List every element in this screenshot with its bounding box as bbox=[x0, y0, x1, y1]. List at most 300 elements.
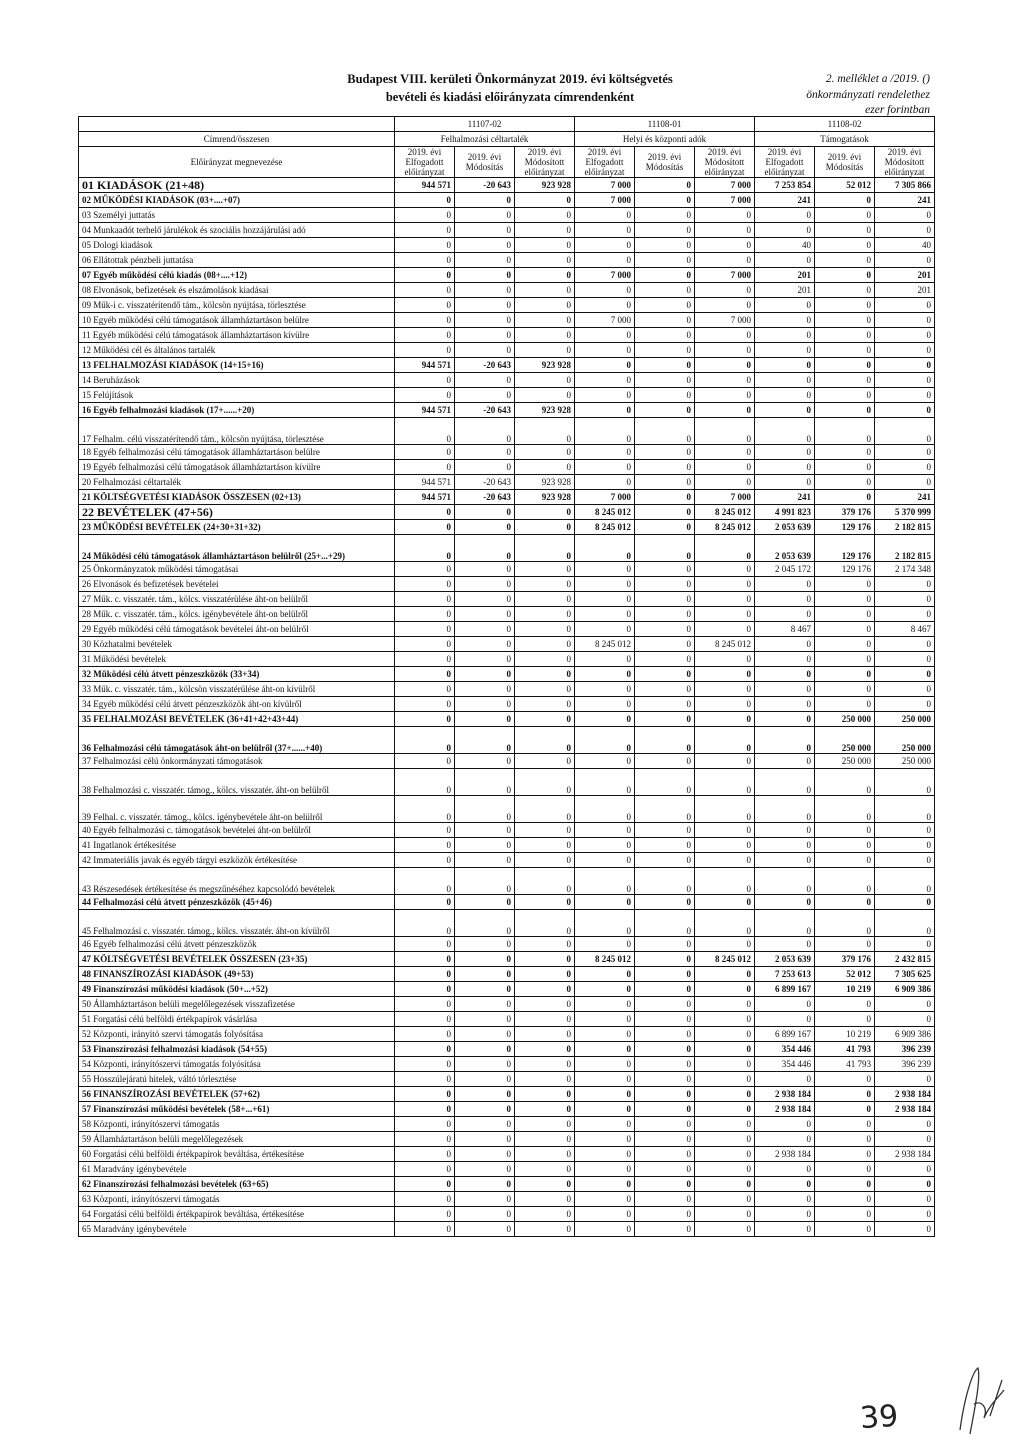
value-cell: 0 bbox=[755, 997, 815, 1012]
value-cell: 0 bbox=[395, 562, 455, 577]
value-cell: 0 bbox=[455, 460, 515, 475]
value-cell: 0 bbox=[815, 475, 875, 490]
value-cell: 0 bbox=[635, 535, 695, 562]
value-cell: 0 bbox=[515, 853, 575, 868]
row-label: 24 Működési célú támogatások államháztartáson belülről (25+...+29) bbox=[79, 535, 395, 562]
table-row bbox=[79, 592, 935, 607]
value-cell: 0 bbox=[515, 652, 575, 667]
value-cell: 7 253 854 bbox=[755, 178, 815, 193]
value-cell: 0 bbox=[575, 1087, 635, 1102]
value-cell: 8 245 012 bbox=[575, 952, 635, 967]
value-cell: 0 bbox=[455, 727, 515, 754]
value-cell: 7 253 613 bbox=[755, 967, 815, 982]
value-cell: 0 bbox=[395, 505, 455, 520]
value-cell: 0 bbox=[455, 607, 515, 622]
value-cell: 0 bbox=[755, 1162, 815, 1177]
value-cell: 201 bbox=[875, 283, 935, 298]
value-cell: 0 bbox=[875, 1192, 935, 1207]
value-cell: 0 bbox=[395, 1087, 455, 1102]
column-header bbox=[875, 147, 935, 178]
value-cell: 0 bbox=[695, 652, 755, 667]
value-cell: 0 bbox=[635, 697, 695, 712]
code-row-spacer bbox=[79, 117, 395, 132]
value-cell: 0 bbox=[815, 1102, 875, 1117]
value-cell: 0 bbox=[755, 223, 815, 238]
value-cell: 0 bbox=[395, 1072, 455, 1087]
value-cell: 0 bbox=[695, 562, 755, 577]
value-cell: 0 bbox=[455, 622, 515, 637]
value-cell: 0 bbox=[455, 769, 515, 796]
table-row bbox=[79, 1192, 935, 1207]
value-cell: 5 370 999 bbox=[875, 505, 935, 520]
value-cell: 0 bbox=[575, 622, 635, 637]
table-row bbox=[79, 505, 935, 520]
value-cell: 0 bbox=[515, 208, 575, 223]
value-cell: 923 928 bbox=[515, 178, 575, 193]
value-cell: 0 bbox=[395, 238, 455, 253]
row-label: 08 Elvonások, befizetések és elszámolások kiadásai bbox=[79, 283, 395, 298]
value-cell: -20 643 bbox=[455, 490, 515, 505]
table-row bbox=[79, 796, 935, 823]
group-row bbox=[79, 132, 935, 147]
value-cell: 0 bbox=[395, 1147, 455, 1162]
document-title bbox=[330, 70, 690, 106]
value-cell: 0 bbox=[875, 697, 935, 712]
value-cell: 0 bbox=[815, 373, 875, 388]
value-cell: 0 bbox=[575, 823, 635, 838]
value-cell: 8 245 012 bbox=[695, 520, 755, 535]
value-cell: 0 bbox=[575, 460, 635, 475]
value-cell: 0 bbox=[755, 853, 815, 868]
value-cell: 2 938 184 bbox=[875, 1102, 935, 1117]
value-cell: 0 bbox=[515, 727, 575, 754]
table-row bbox=[79, 223, 935, 238]
value-cell: 0 bbox=[575, 388, 635, 403]
value-cell: 0 bbox=[695, 358, 755, 373]
value-cell: 129 176 bbox=[815, 562, 875, 577]
value-cell: 0 bbox=[395, 727, 455, 754]
value-cell: 0 bbox=[515, 193, 575, 208]
value-cell: 0 bbox=[515, 343, 575, 358]
value-cell: 0 bbox=[395, 622, 455, 637]
page-number: 39 bbox=[858, 1398, 900, 1437]
value-cell: 0 bbox=[575, 652, 635, 667]
row-label: 15 Felújítások bbox=[79, 388, 395, 403]
value-cell: 0 bbox=[695, 754, 755, 769]
column-header-line: előirányzat bbox=[764, 167, 805, 177]
value-cell: 8 467 bbox=[755, 622, 815, 637]
budget-table bbox=[78, 116, 935, 1237]
value-cell: 0 bbox=[875, 475, 935, 490]
annex-note-line-3: ezer forintban bbox=[865, 104, 930, 116]
value-cell: 0 bbox=[575, 358, 635, 373]
value-cell: 0 bbox=[515, 997, 575, 1012]
value-cell: 0 bbox=[875, 1132, 935, 1147]
table-row bbox=[79, 853, 935, 868]
value-cell: 0 bbox=[755, 328, 815, 343]
value-cell: 0 bbox=[395, 712, 455, 727]
value-cell: 0 bbox=[575, 475, 635, 490]
value-cell: 0 bbox=[815, 328, 875, 343]
value-cell: 0 bbox=[455, 1072, 515, 1087]
value-cell: 0 bbox=[515, 535, 575, 562]
value-cell: 41 793 bbox=[815, 1057, 875, 1072]
row-label: 62 Finanszírozási felhalmozási bevételek (63+65) bbox=[79, 1177, 395, 1192]
value-cell: 0 bbox=[695, 373, 755, 388]
row-label: 31 Működési bevételek bbox=[79, 652, 395, 667]
value-cell: 8 245 012 bbox=[695, 505, 755, 520]
value-cell: 0 bbox=[755, 1207, 815, 1222]
value-cell: 0 bbox=[455, 445, 515, 460]
value-cell: 0 bbox=[635, 997, 695, 1012]
value-cell: 0 bbox=[755, 592, 815, 607]
value-cell: 0 bbox=[695, 475, 755, 490]
value-cell: 0 bbox=[755, 475, 815, 490]
value-cell: 0 bbox=[575, 697, 635, 712]
value-cell: 0 bbox=[635, 358, 695, 373]
value-cell: 0 bbox=[635, 607, 695, 622]
value-cell: 0 bbox=[575, 1102, 635, 1117]
value-cell: 0 bbox=[695, 1042, 755, 1057]
value-cell: 0 bbox=[515, 520, 575, 535]
value-cell: 0 bbox=[575, 910, 635, 937]
value-cell: 0 bbox=[515, 238, 575, 253]
value-cell: 0 bbox=[875, 637, 935, 652]
value-cell: 0 bbox=[875, 223, 935, 238]
value-cell: 0 bbox=[695, 796, 755, 823]
row-label: 55 Hosszúlejáratú hitelek, váltó törlesztése bbox=[79, 1072, 395, 1087]
column-header-line: Elfogadott bbox=[585, 157, 624, 167]
value-cell: 0 bbox=[515, 388, 575, 403]
value-cell: 0 bbox=[515, 796, 575, 823]
value-cell: 0 bbox=[455, 982, 515, 997]
value-cell: 0 bbox=[395, 253, 455, 268]
table-row bbox=[79, 910, 935, 937]
value-cell: 0 bbox=[875, 1222, 935, 1237]
value-cell: 0 bbox=[395, 1027, 455, 1042]
value-cell: 0 bbox=[695, 622, 755, 637]
value-cell: 0 bbox=[695, 868, 755, 895]
value-cell: 0 bbox=[395, 223, 455, 238]
value-cell: 0 bbox=[635, 1012, 695, 1027]
value-cell: 0 bbox=[695, 1222, 755, 1237]
value-cell: 0 bbox=[515, 592, 575, 607]
value-cell: 0 bbox=[755, 298, 815, 313]
value-cell: 0 bbox=[455, 697, 515, 712]
value-cell: 0 bbox=[635, 328, 695, 343]
value-cell: 0 bbox=[695, 1177, 755, 1192]
value-cell: 0 bbox=[575, 982, 635, 997]
value-cell: 0 bbox=[395, 445, 455, 460]
row-label: 43 Részesedések értékesítése és megszűnéséhez kapcsolódó bevételek bbox=[79, 868, 395, 895]
value-cell: 0 bbox=[635, 238, 695, 253]
value-cell: 0 bbox=[455, 283, 515, 298]
value-cell: 0 bbox=[395, 418, 455, 445]
table-row bbox=[79, 268, 935, 283]
value-cell: 0 bbox=[395, 1162, 455, 1177]
value-cell: 0 bbox=[455, 1162, 515, 1177]
value-cell: 0 bbox=[695, 982, 755, 997]
value-cell: 0 bbox=[635, 1132, 695, 1147]
value-cell: 379 176 bbox=[815, 505, 875, 520]
value-cell: 6 909 386 bbox=[875, 982, 935, 997]
column-header-line: 2019. évi bbox=[407, 147, 442, 157]
value-cell: 0 bbox=[695, 535, 755, 562]
value-cell: 0 bbox=[515, 910, 575, 937]
value-cell: 0 bbox=[875, 682, 935, 697]
value-cell: 0 bbox=[515, 505, 575, 520]
value-cell: 6 899 167 bbox=[755, 982, 815, 997]
value-cell: 0 bbox=[515, 418, 575, 445]
value-cell: 129 176 bbox=[815, 520, 875, 535]
value-cell: 0 bbox=[455, 388, 515, 403]
value-cell: 0 bbox=[755, 682, 815, 697]
value-cell: 0 bbox=[815, 1087, 875, 1102]
value-cell: 0 bbox=[815, 388, 875, 403]
table-row bbox=[79, 445, 935, 460]
row-label: 37 Felhalmozási célú önkormányzati támogatások bbox=[79, 754, 395, 769]
value-cell: 0 bbox=[755, 577, 815, 592]
value-cell: 0 bbox=[515, 223, 575, 238]
table-row bbox=[79, 178, 935, 193]
table-row bbox=[79, 343, 935, 358]
value-cell: 0 bbox=[815, 637, 875, 652]
table-row bbox=[79, 622, 935, 637]
value-cell: 354 446 bbox=[755, 1042, 815, 1057]
value-cell: 0 bbox=[455, 208, 515, 223]
value-cell: 0 bbox=[815, 652, 875, 667]
table-row bbox=[79, 1042, 935, 1057]
table-row bbox=[79, 697, 935, 712]
table-row bbox=[79, 1057, 935, 1072]
value-cell: 0 bbox=[395, 373, 455, 388]
value-cell: 0 bbox=[815, 208, 875, 223]
value-cell: 0 bbox=[455, 238, 515, 253]
value-cell: 0 bbox=[395, 193, 455, 208]
row-label: 19 Egyéb felhalmozási célú támogatások államháztartáson kívülre bbox=[79, 460, 395, 475]
value-cell: 0 bbox=[695, 238, 755, 253]
value-cell: 0 bbox=[455, 1177, 515, 1192]
value-cell: 0 bbox=[575, 1192, 635, 1207]
table-row bbox=[79, 418, 935, 445]
table-row bbox=[79, 1222, 935, 1237]
value-cell: 0 bbox=[395, 1042, 455, 1057]
value-cell: 0 bbox=[515, 1147, 575, 1162]
value-cell: 0 bbox=[695, 403, 755, 418]
row-label: 11 Egyéb működési célú támogatások államháztartáson kívülre bbox=[79, 328, 395, 343]
row-label: 21 KÖLTSÉGVETÉSI KIADÁSOK ÖSSZESEN (02+13) bbox=[79, 490, 395, 505]
value-cell: 0 bbox=[515, 1102, 575, 1117]
value-cell: 0 bbox=[515, 982, 575, 997]
value-cell: 0 bbox=[455, 328, 515, 343]
value-cell: 0 bbox=[395, 967, 455, 982]
group-cell: Helyi és központi adók bbox=[575, 132, 755, 147]
row-label: 56 FINANSZÍROZÁSI BEVÉTELEK (57+62) bbox=[79, 1087, 395, 1102]
value-cell: 0 bbox=[875, 1162, 935, 1177]
value-cell: 0 bbox=[635, 445, 695, 460]
value-cell: 0 bbox=[395, 1102, 455, 1117]
value-cell: 0 bbox=[515, 268, 575, 283]
value-cell: 0 bbox=[755, 1132, 815, 1147]
value-cell: 0 bbox=[815, 1192, 875, 1207]
value-cell: 0 bbox=[575, 895, 635, 910]
row-header-name: Előirányzat megnevezése bbox=[79, 147, 395, 178]
value-cell: 0 bbox=[635, 577, 695, 592]
value-cell: 0 bbox=[575, 1132, 635, 1147]
value-cell: 0 bbox=[815, 1177, 875, 1192]
value-cell: 0 bbox=[635, 982, 695, 997]
value-cell: 250 000 bbox=[875, 712, 935, 727]
value-cell: 2 938 184 bbox=[875, 1087, 935, 1102]
value-cell: 0 bbox=[455, 1147, 515, 1162]
value-cell: 0 bbox=[815, 697, 875, 712]
value-cell: 0 bbox=[455, 952, 515, 967]
column-header-line: Módosítás bbox=[825, 162, 864, 172]
table-row bbox=[79, 1162, 935, 1177]
value-cell: 0 bbox=[755, 1117, 815, 1132]
column-header-line: Módosított bbox=[704, 157, 745, 167]
value-cell: 0 bbox=[455, 592, 515, 607]
value-cell: 0 bbox=[395, 667, 455, 682]
value-cell: 0 bbox=[635, 208, 695, 223]
table-row bbox=[79, 727, 935, 754]
value-cell: 0 bbox=[455, 193, 515, 208]
value-cell: 2 174 348 bbox=[875, 562, 935, 577]
value-cell: 944 571 bbox=[395, 403, 455, 418]
value-cell: 0 bbox=[815, 358, 875, 373]
value-cell: 0 bbox=[515, 1072, 575, 1087]
column-header-line: 2019. évi bbox=[647, 152, 682, 162]
value-cell: 0 bbox=[455, 577, 515, 592]
value-cell: 0 bbox=[815, 1147, 875, 1162]
value-cell: 0 bbox=[455, 298, 515, 313]
row-label: 17 Felhalm. célú visszatérítendő tám., kölcsön nyújtása, törlesztése bbox=[79, 418, 395, 445]
value-cell: 0 bbox=[875, 838, 935, 853]
value-cell: 0 bbox=[815, 577, 875, 592]
value-cell: 0 bbox=[455, 853, 515, 868]
value-cell: 0 bbox=[515, 607, 575, 622]
value-cell: 354 446 bbox=[755, 1057, 815, 1072]
code-cell: 11108-02 bbox=[755, 117, 935, 132]
value-cell: 0 bbox=[875, 358, 935, 373]
value-cell: 0 bbox=[635, 727, 695, 754]
value-cell: 0 bbox=[515, 1027, 575, 1042]
value-cell: 0 bbox=[815, 343, 875, 358]
row-label: 63 Központi, irányítószervi támogatás bbox=[79, 1192, 395, 1207]
value-cell: 923 928 bbox=[515, 403, 575, 418]
value-cell: 0 bbox=[455, 373, 515, 388]
value-cell: 52 012 bbox=[815, 178, 875, 193]
value-cell: 250 000 bbox=[875, 727, 935, 754]
value-cell: 7 000 bbox=[575, 193, 635, 208]
annex-note-line-2: önkormányzati rendelethez bbox=[806, 88, 930, 101]
value-cell: 0 bbox=[635, 373, 695, 388]
value-cell: 0 bbox=[395, 997, 455, 1012]
value-cell: 0 bbox=[635, 1147, 695, 1162]
value-cell: 0 bbox=[395, 460, 455, 475]
value-cell: 0 bbox=[455, 520, 515, 535]
value-cell: 0 bbox=[815, 403, 875, 418]
value-cell: 0 bbox=[635, 475, 695, 490]
value-cell: 0 bbox=[575, 838, 635, 853]
value-cell: 0 bbox=[695, 577, 755, 592]
value-cell: 0 bbox=[455, 1207, 515, 1222]
value-cell: 0 bbox=[575, 1117, 635, 1132]
value-cell: 0 bbox=[455, 967, 515, 982]
value-cell: 0 bbox=[515, 1117, 575, 1132]
annex-note-line-1: 2. melléklet a /2019. () bbox=[825, 73, 930, 85]
value-cell: 40 bbox=[875, 238, 935, 253]
value-cell: 0 bbox=[455, 652, 515, 667]
value-cell: 0 bbox=[875, 373, 935, 388]
value-cell: 0 bbox=[815, 445, 875, 460]
value-cell: 0 bbox=[695, 682, 755, 697]
column-header bbox=[575, 147, 635, 178]
value-cell: 2 045 172 bbox=[755, 562, 815, 577]
value-cell: 0 bbox=[395, 208, 455, 223]
value-cell: 0 bbox=[695, 343, 755, 358]
column-header-line: 2019. évi bbox=[707, 147, 742, 157]
code-cell: 11108-01 bbox=[575, 117, 755, 132]
value-cell: 0 bbox=[575, 607, 635, 622]
value-cell: 0 bbox=[575, 445, 635, 460]
value-cell: 2 053 639 bbox=[755, 535, 815, 562]
value-cell: 250 000 bbox=[815, 727, 875, 754]
value-cell: 241 bbox=[755, 193, 815, 208]
value-cell: 0 bbox=[695, 1087, 755, 1102]
value-cell: 250 000 bbox=[875, 754, 935, 769]
value-cell: 0 bbox=[875, 445, 935, 460]
value-cell: 0 bbox=[455, 1087, 515, 1102]
row-label: 14 Beruházások bbox=[79, 373, 395, 388]
value-cell: 0 bbox=[515, 622, 575, 637]
handwritten-signature bbox=[950, 1360, 1010, 1440]
value-cell: 0 bbox=[815, 1012, 875, 1027]
value-cell: 0 bbox=[815, 622, 875, 637]
value-cell: 0 bbox=[395, 607, 455, 622]
table-row bbox=[79, 652, 935, 667]
value-cell: 8 245 012 bbox=[575, 520, 635, 535]
value-cell: 2 938 184 bbox=[755, 1087, 815, 1102]
value-cell: 0 bbox=[575, 418, 635, 445]
value-cell: 0 bbox=[695, 1057, 755, 1072]
row-label: 52 Központi, irányító szervi támogatás folyósítása bbox=[79, 1027, 395, 1042]
value-cell: 0 bbox=[635, 823, 695, 838]
value-cell: 0 bbox=[395, 853, 455, 868]
value-cell: 0 bbox=[875, 460, 935, 475]
table-row bbox=[79, 298, 935, 313]
table-row bbox=[79, 1087, 935, 1102]
table-row bbox=[79, 1102, 935, 1117]
value-cell: 0 bbox=[635, 490, 695, 505]
value-cell: 0 bbox=[815, 895, 875, 910]
column-header-line: 2019. évi bbox=[587, 147, 622, 157]
row-label: 04 Munkaadót terhelő járulékok és szociális hozzájárulási adó bbox=[79, 223, 395, 238]
value-cell: 0 bbox=[395, 895, 455, 910]
value-cell: 0 bbox=[455, 268, 515, 283]
value-cell: 0 bbox=[875, 868, 935, 895]
table-row bbox=[79, 1147, 935, 1162]
value-cell: 0 bbox=[515, 1012, 575, 1027]
table-row bbox=[79, 577, 935, 592]
value-cell: 0 bbox=[515, 577, 575, 592]
value-cell: 0 bbox=[815, 1207, 875, 1222]
value-cell: 0 bbox=[575, 937, 635, 952]
value-cell: 0 bbox=[575, 997, 635, 1012]
value-cell: 0 bbox=[455, 1057, 515, 1072]
row-label: 06 Ellátottak pénzbeli juttatása bbox=[79, 253, 395, 268]
value-cell: -20 643 bbox=[455, 358, 515, 373]
